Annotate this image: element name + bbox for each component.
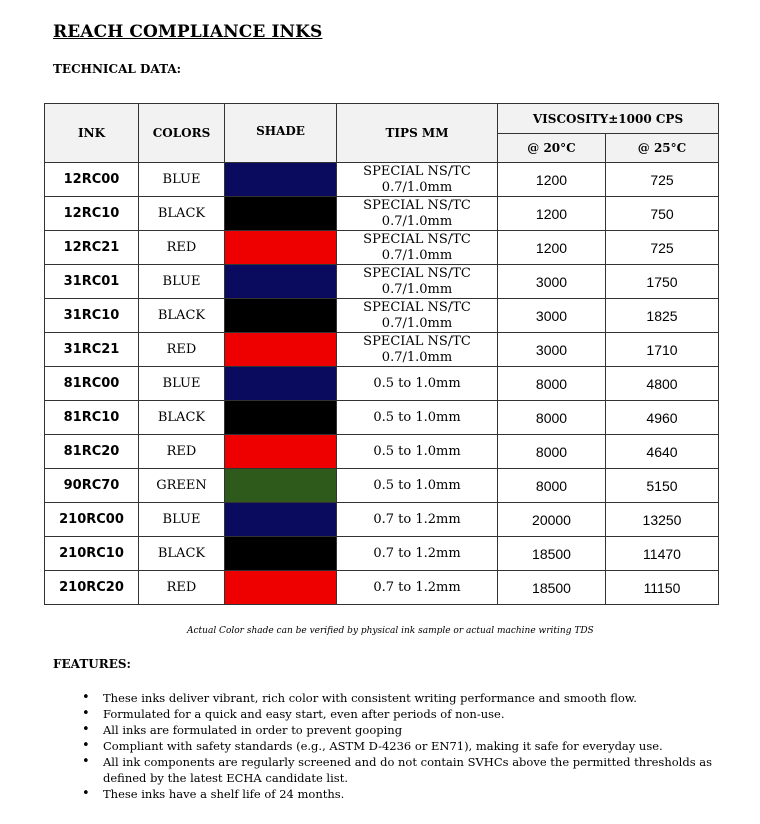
tips-line: 0.7 to 1.2mm bbox=[373, 545, 461, 561]
ink-data-table bbox=[44, 103, 719, 605]
header-shade: SHADE bbox=[225, 104, 337, 163]
table-row bbox=[45, 503, 719, 537]
features-list bbox=[82, 690, 732, 802]
color-name-cell: BLACK bbox=[139, 299, 225, 333]
color-name-cell: BLACK bbox=[139, 197, 225, 231]
tips-line: 0.7 to 1.2mm bbox=[373, 511, 461, 527]
color-name-cell: RED bbox=[139, 435, 225, 469]
tips-line: 0.7/1.0mm bbox=[381, 247, 453, 263]
shade-swatch bbox=[225, 401, 337, 435]
tips-line: 0.5 to 1.0mm bbox=[373, 375, 461, 391]
tips-cell bbox=[337, 469, 498, 503]
ink-code-cell: 81RC00 bbox=[45, 367, 139, 401]
color-name-cell: RED bbox=[139, 333, 225, 367]
tips-line: SPECIAL NS/TC bbox=[363, 333, 471, 349]
color-name-cell: BLUE bbox=[139, 367, 225, 401]
tips-line: SPECIAL NS/TC bbox=[363, 197, 471, 213]
ink-code-cell: 210RC20 bbox=[45, 571, 139, 605]
shade-swatch bbox=[225, 197, 337, 231]
color-name-cell: RED bbox=[139, 231, 225, 265]
viscosity-20c-cell: 20000 bbox=[498, 503, 606, 537]
viscosity-20c-cell: 8000 bbox=[498, 401, 606, 435]
color-name-cell: BLUE bbox=[139, 265, 225, 299]
viscosity-25c-cell: 13250 bbox=[606, 503, 719, 537]
viscosity-20c-cell: 3000 bbox=[498, 333, 606, 367]
tips-cell bbox=[337, 197, 498, 231]
viscosity-20c-cell: 3000 bbox=[498, 299, 606, 333]
viscosity-25c-cell: 11470 bbox=[606, 537, 719, 571]
viscosity-25c-cell: 750 bbox=[606, 197, 719, 231]
shade-swatch bbox=[225, 299, 337, 333]
viscosity-20c-cell: 8000 bbox=[498, 367, 606, 401]
document-title: REACH COMPLIANCE INKS bbox=[53, 22, 323, 42]
table-row bbox=[45, 537, 719, 571]
tips-line: 0.5 to 1.0mm bbox=[373, 443, 461, 459]
viscosity-25c-cell: 1710 bbox=[606, 333, 719, 367]
table-row bbox=[45, 367, 719, 401]
shade-swatch bbox=[225, 163, 337, 197]
viscosity-25c-cell: 725 bbox=[606, 163, 719, 197]
feature-item: • These inks deliver vibrant, rich color with consistent writing performance and smooth flow. bbox=[82, 690, 732, 706]
viscosity-25c-cell: 4640 bbox=[606, 435, 719, 469]
viscosity-25c-cell: 1750 bbox=[606, 265, 719, 299]
viscosity-20c-cell: 8000 bbox=[498, 469, 606, 503]
header-viscosity-25c: @ 25°C bbox=[606, 134, 719, 163]
color-name-cell: BLUE bbox=[139, 503, 225, 537]
tips-line: 0.7 to 1.2mm bbox=[373, 579, 461, 595]
shade-swatch bbox=[225, 503, 337, 537]
color-name-cell: BLUE bbox=[139, 163, 225, 197]
table-row bbox=[45, 163, 719, 197]
viscosity-25c-cell: 5150 bbox=[606, 469, 719, 503]
ink-code-cell: 12RC00 bbox=[45, 163, 139, 197]
viscosity-25c-cell: 1825 bbox=[606, 299, 719, 333]
ink-code-cell: 31RC01 bbox=[45, 265, 139, 299]
tips-line: 0.7/1.0mm bbox=[381, 281, 453, 297]
header-viscosity-20c: @ 20°C bbox=[498, 134, 606, 163]
feature-item: • All inks are formulated in order to prevent gooping bbox=[82, 722, 732, 738]
shade-swatch bbox=[225, 469, 337, 503]
viscosity-20c-cell: 8000 bbox=[498, 435, 606, 469]
tips-cell bbox=[337, 333, 498, 367]
color-name-cell: BLACK bbox=[139, 401, 225, 435]
viscosity-20c-cell: 1200 bbox=[498, 197, 606, 231]
tips-line: 0.7/1.0mm bbox=[381, 179, 453, 195]
tips-cell bbox=[337, 537, 498, 571]
table-row bbox=[45, 571, 719, 605]
shade-swatch bbox=[225, 265, 337, 299]
feature-item: • All ink components are regularly screened and do not contain SVHCs above the permitted thresholds as defined by the latest ECHA candidate list. bbox=[82, 754, 732, 786]
color-name-cell: GREEN bbox=[139, 469, 225, 503]
viscosity-20c-cell: 1200 bbox=[498, 231, 606, 265]
tips-line: SPECIAL NS/TC bbox=[363, 265, 471, 281]
shade-swatch bbox=[225, 333, 337, 367]
tips-cell bbox=[337, 265, 498, 299]
tips-cell bbox=[337, 367, 498, 401]
ink-code-cell: 210RC10 bbox=[45, 537, 139, 571]
table-row bbox=[45, 197, 719, 231]
ink-code-cell: 12RC10 bbox=[45, 197, 139, 231]
color-shade-note: Actual Color shade can be verified by physical ink sample or actual machine writing TDS bbox=[187, 626, 594, 636]
ink-code-cell: 81RC10 bbox=[45, 401, 139, 435]
ink-code-cell: 31RC21 bbox=[45, 333, 139, 367]
viscosity-20c-cell: 1200 bbox=[498, 163, 606, 197]
tips-cell bbox=[337, 231, 498, 265]
tips-line: 0.7/1.0mm bbox=[381, 213, 453, 229]
tips-line: SPECIAL NS/TC bbox=[363, 231, 471, 247]
ink-code-cell: 90RC70 bbox=[45, 469, 139, 503]
feature-item: • These inks have a shelf life of 24 months. bbox=[82, 786, 732, 802]
viscosity-20c-cell: 18500 bbox=[498, 537, 606, 571]
viscosity-20c-cell: 18500 bbox=[498, 571, 606, 605]
ink-code-cell: 12RC21 bbox=[45, 231, 139, 265]
shade-swatch bbox=[225, 367, 337, 401]
feature-item: • Compliant with safety standards (e.g., ASTM D-4236 or EN71), making it safe for everyday use. bbox=[82, 738, 732, 754]
header-colors: COLORS bbox=[139, 104, 225, 163]
table-row bbox=[45, 265, 719, 299]
table-body bbox=[45, 163, 719, 605]
header-ink: INK bbox=[45, 104, 139, 163]
ink-code-cell: 81RC20 bbox=[45, 435, 139, 469]
viscosity-20c-cell: 3000 bbox=[498, 265, 606, 299]
color-name-cell: BLACK bbox=[139, 537, 225, 571]
viscosity-25c-cell: 4800 bbox=[606, 367, 719, 401]
tips-line: SPECIAL NS/TC bbox=[363, 163, 471, 179]
technical-data-heading: TECHNICAL DATA: bbox=[53, 62, 182, 76]
table-row bbox=[45, 401, 719, 435]
feature-item: • Formulated for a quick and easy start, even after periods of non-use. bbox=[82, 706, 732, 722]
table-row bbox=[45, 435, 719, 469]
color-name-cell: RED bbox=[139, 571, 225, 605]
features-heading: FEATURES: bbox=[53, 657, 131, 671]
tips-cell bbox=[337, 503, 498, 537]
ink-code-cell: 210RC00 bbox=[45, 503, 139, 537]
table-row bbox=[45, 299, 719, 333]
tips-cell bbox=[337, 435, 498, 469]
shade-swatch bbox=[225, 537, 337, 571]
shade-swatch bbox=[225, 571, 337, 605]
table-row bbox=[45, 231, 719, 265]
viscosity-25c-cell: 725 bbox=[606, 231, 719, 265]
tips-line: SPECIAL NS/TC bbox=[363, 299, 471, 315]
tips-cell bbox=[337, 571, 498, 605]
tips-cell bbox=[337, 401, 498, 435]
header-tips: TIPS MM bbox=[337, 104, 498, 163]
table-row bbox=[45, 469, 719, 503]
tips-line: 0.7/1.0mm bbox=[381, 349, 453, 365]
ink-code-cell: 31RC10 bbox=[45, 299, 139, 333]
tips-cell bbox=[337, 163, 498, 197]
tips-cell bbox=[337, 299, 498, 333]
viscosity-25c-cell: 11150 bbox=[606, 571, 719, 605]
tips-line: 0.5 to 1.0mm bbox=[373, 477, 461, 493]
shade-swatch bbox=[225, 435, 337, 469]
table-row bbox=[45, 333, 719, 367]
tips-line: 0.7/1.0mm bbox=[381, 315, 453, 331]
viscosity-25c-cell: 4960 bbox=[606, 401, 719, 435]
shade-swatch bbox=[225, 231, 337, 265]
tips-line: 0.5 to 1.0mm bbox=[373, 409, 461, 425]
header-viscosity: VISCOSITY±1000 CPS bbox=[498, 104, 719, 134]
